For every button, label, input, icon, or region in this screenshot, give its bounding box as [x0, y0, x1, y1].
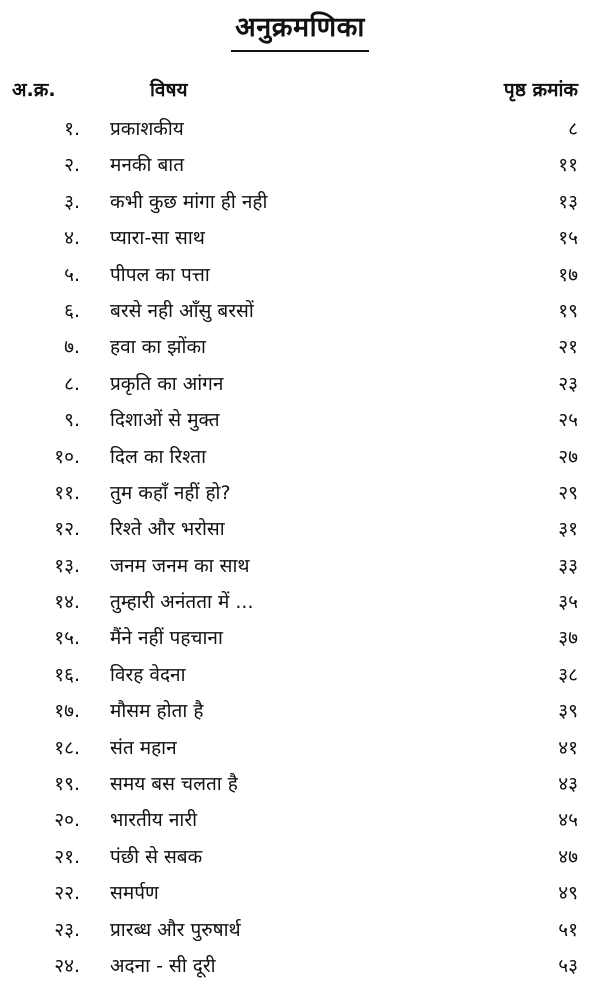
table-row [0, 184, 600, 220]
table-row [0, 111, 600, 147]
chapter-title: तुम कहाँ नहीं हो? [110, 481, 231, 504]
table-row [0, 366, 600, 402]
page-number: १५ [558, 227, 578, 250]
table-row [0, 475, 600, 511]
serial-number: १. [64, 118, 80, 140]
page-number: ३८ [558, 663, 578, 686]
page-number: ४३ [558, 773, 578, 796]
page-number: १३ [558, 190, 578, 213]
chapter-title: भारतीय नारी [110, 809, 198, 832]
page-number: ४९ [558, 882, 578, 905]
page-number: ३७ [558, 627, 578, 650]
serial-number: २०. [54, 809, 80, 832]
serial-number: ८. [64, 372, 80, 395]
title-container [0, 10, 600, 52]
table-row [0, 147, 600, 183]
page-number: २९ [558, 481, 578, 504]
serial-number: २१. [54, 845, 80, 868]
serial-number: २. [64, 154, 80, 177]
table-row [0, 329, 600, 365]
serial-number: १५. [54, 627, 80, 650]
serial-number: ७. [64, 336, 80, 359]
page-number: ४५ [558, 809, 578, 832]
table-row [0, 548, 600, 584]
chapter-title: मौसम होता है [110, 700, 204, 723]
chapter-title: जनम जनम का साथ [110, 554, 250, 577]
page-number: ३१ [558, 518, 578, 541]
header-subject: विषय [150, 79, 188, 101]
chapter-title: मनकी बात [110, 154, 185, 177]
page-number: ३३ [558, 554, 578, 577]
chapter-title: पीपल का पत्ता [110, 263, 210, 286]
chapter-title: हवा का झोंका [110, 336, 206, 359]
table-row [0, 875, 600, 911]
page-number: १९ [558, 299, 578, 322]
table-row [0, 693, 600, 729]
serial-number: ५. [64, 263, 80, 286]
chapter-title: संत महान [110, 736, 177, 759]
serial-number: १३. [54, 554, 80, 577]
page-title: अनुक्रमणिका [231, 10, 369, 52]
table-row [0, 912, 600, 948]
chapter-title: पंछी से सबक [110, 845, 203, 868]
table-row [0, 620, 600, 656]
serial-number: १७. [54, 700, 80, 723]
page-number: ११ [558, 154, 578, 177]
table-row [0, 766, 600, 802]
chapter-title: मैंने नहीं पहचाना [110, 627, 223, 650]
table-row [0, 948, 600, 984]
chapter-title: समर्पण [110, 882, 159, 905]
table-row [0, 657, 600, 693]
chapter-title: बरसे नही आँसु बरसों [110, 299, 254, 322]
serial-number: २४. [54, 954, 80, 977]
serial-number: १४. [54, 591, 80, 614]
serial-number: २३. [54, 918, 80, 941]
header-serial: अ.क्र. [12, 79, 56, 101]
chapter-title: प्यारा-सा साथ [110, 227, 205, 250]
page-number: २७ [558, 445, 578, 468]
chapter-title: प्रकृति का आंगन [110, 372, 224, 395]
page-number: २५ [558, 409, 578, 432]
page-number: १७ [558, 263, 578, 286]
page-number: ५१ [558, 918, 578, 941]
table-header [0, 76, 600, 106]
page-number: ४७ [558, 845, 578, 868]
table-row [0, 730, 600, 766]
serial-number: ११. [54, 481, 80, 504]
page-number: २१ [558, 336, 578, 359]
chapter-title: प्रारब्ध और पुरुषार्थ [110, 918, 241, 941]
chapter-title: अदना - सी दूरी [110, 954, 216, 977]
table-row [0, 220, 600, 256]
chapter-title: तुम्हारी अनंतता में ... [110, 591, 254, 614]
header-page-number: पृष्ठ क्रमांक [503, 79, 578, 101]
serial-number: १९. [54, 773, 80, 796]
table-row [0, 257, 600, 293]
serial-number: ९. [64, 409, 80, 432]
page-number: ३५ [558, 591, 578, 614]
table-row [0, 511, 600, 547]
page-number: ३९ [558, 700, 578, 723]
page-number: ५३ [558, 954, 578, 977]
chapter-title: दिशाओं से मुक्त [110, 409, 220, 432]
chapter-title: समय बस चलता है [110, 773, 238, 796]
table-row [0, 293, 600, 329]
chapter-title: कभी कुछ मांगा ही नही [110, 190, 268, 213]
table-row [0, 439, 600, 475]
table-row [0, 402, 600, 438]
serial-number: १२. [54, 518, 80, 541]
serial-number: १६. [54, 663, 80, 686]
chapter-title: प्रकाशकीय [110, 118, 184, 140]
serial-number: १८. [54, 736, 80, 759]
table-of-contents [0, 111, 600, 984]
serial-number: ६. [64, 299, 80, 322]
table-row [0, 584, 600, 620]
page-number: ८ [568, 118, 578, 140]
table-row [0, 839, 600, 875]
chapter-title: रिश्ते और भरोसा [110, 518, 225, 541]
serial-number: ४. [64, 227, 80, 250]
page-number: ४१ [558, 736, 578, 759]
serial-number: १०. [54, 445, 80, 468]
chapter-title: दिल का रिश्ता [110, 445, 207, 468]
serial-number: २२. [54, 882, 80, 905]
serial-number: ३. [64, 190, 80, 213]
page-number: २३ [558, 372, 578, 395]
table-row [0, 802, 600, 838]
chapter-title: विरह वेदना [110, 663, 186, 686]
